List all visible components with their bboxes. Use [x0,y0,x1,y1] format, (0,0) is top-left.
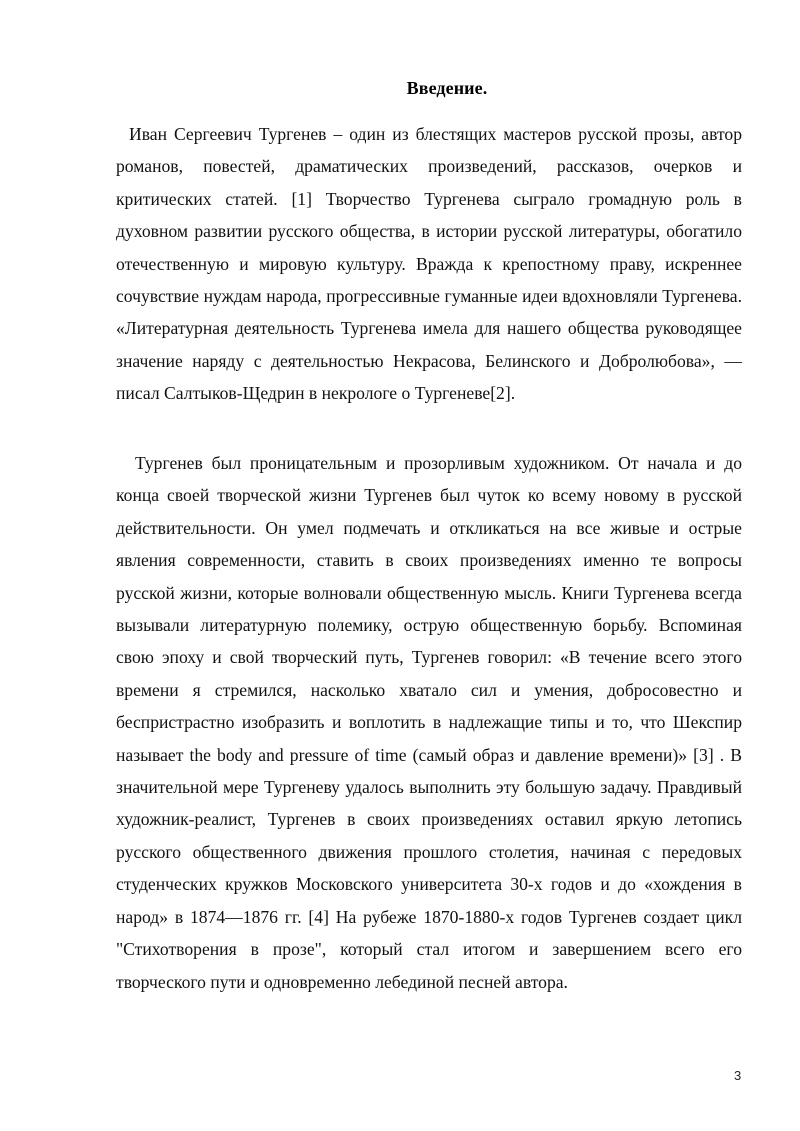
paragraph-2: Тургенев был проницательным и прозорливым художником. От начала и до конца своей творческой жизни Тургенев был чуток ко всему новому в русской действительности. Он умел подмечать и откликаться на все живые и острые явления современности, ставить в своих произведениях именно те вопросы русской жизни, которые волновали общественную мысль. Книги Тургенева всегда вызывали литературную полемику, острую общественную борьбу. Вспоминая свою эпоху и свой творческий путь, Тургенев говорил: «В течение всего этого времени я стремился, насколько хватало сил и умения, добросовестно и беспристрастно изобразить и воплотить в надлежащие типы и то, что Шекспир называет the body and pressure of time (самый образ и давление времени)» [3] . В значительной мере Тургеневу удалось выполнить эту большую задачу. Правдивый художник-реалист, Тургенев в своих произведениях оставил яркую летопись русского общественного движения прошлого столетия, начиная с передовых студенческих кружков Московского университета 30-х годов и до «хождения в народ» в 1874—1876 гг. [4] На рубеже 1870-1880-х годов Тургенев создает цикл "Стихотворения в прозе", который стал итогом и завершением всего его творческого пути и одновременно лебединой песней автора. [116,453,742,992]
page-number: 3 [734,1068,742,1083]
page-title: Введение. [406,78,488,98]
paragraph-1: Иван Сергеевич Тургенев – один из блестящих мастеров русской прозы, автор романов, повестей, драматических произведений, рассказов, очерков и критических статей. [1] Творчество Тургенева сыграло громадную роль в духовном развитии русского общества, в истории русской литературы, обогатило отечественную и мировую культуру. Вражда к крепостному праву, искреннее сочувствие нуждам народа, прогрессивные гуманные идеи вдохновляли Тургенева. «Литературная деятельность Тургенева имела для нашего общества руководящее значение наряду с деятельностью Некрасова, Белинского и Добролюбова», — писал Салтыков-Щедрин в некрологе о Тургеневе[2]. [116,124,742,404]
